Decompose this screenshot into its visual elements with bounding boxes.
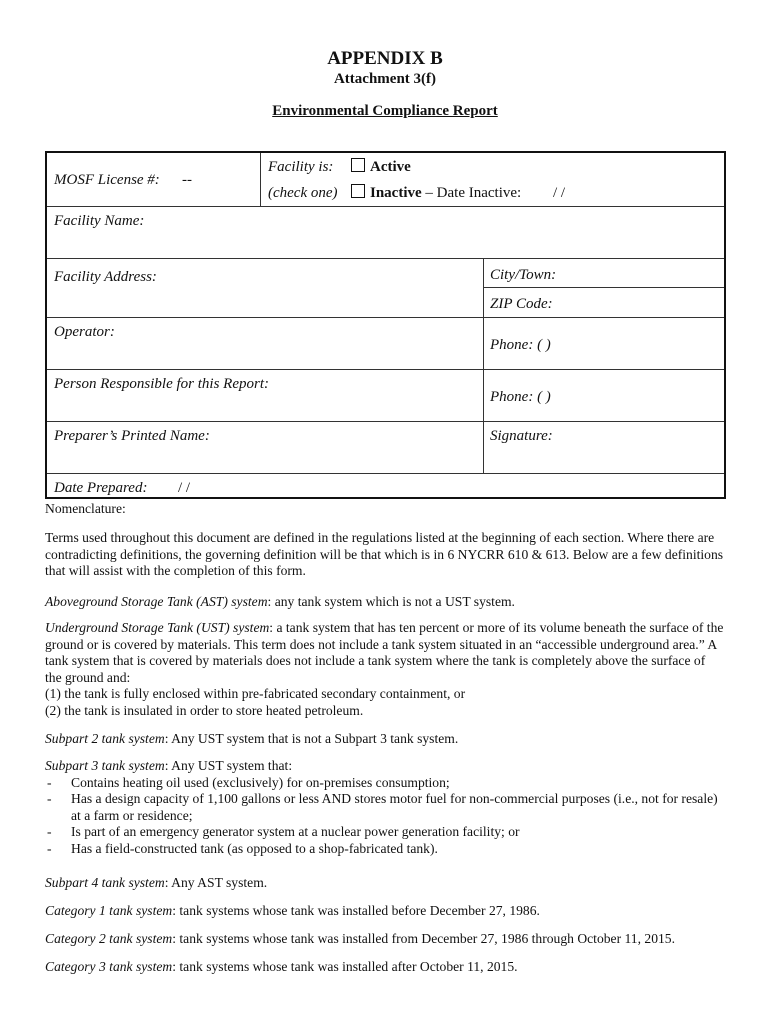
bullet-dash: - [47,791,52,807]
category1-term: Category 1 tank system [45,903,173,918]
subpart3-item: - Is part of an emergency generator system at a nuclear power generation facility; or [47,824,520,840]
subpart4-def: : Any AST system. [164,875,268,890]
bullet-dash: - [47,774,52,790]
date-inactive-label: – Date Inactive: [425,185,522,201]
ust-def: : a tank system that has ten percent or more of its volume beneath the surface of the ground or is covered by materials. This term does not include a tank system situated in an “accessible underground area.” A tank system that is covered by materials does not include a tank system where the tank is completely above the surface of the ground and: [45,620,724,685]
column-divider [260,153,261,206]
row-divider [483,287,724,288]
ust-item: (1) the tank is fully enclosed within pre-fabricated secondary containment, or [45,686,466,702]
row-divider [47,421,724,422]
ust-term: Underground Storage Tank (UST) system [45,620,270,635]
person-phone-label: Phone: ( ) [490,389,551,405]
row-divider [47,206,724,207]
facility-is-label: Facility is: [268,159,334,175]
check-one-label: (check one) [268,185,338,201]
facility-name-label: Facility Name: [54,213,145,229]
category3-definition [45,959,725,976]
inactive-label: Inactive [370,185,422,201]
ust-definition [45,620,725,720]
nomenclature-heading: Nomenclature: [45,501,126,516]
inactive-checkbox[interactable] [351,184,365,198]
date-prepared-label: Date Prepared: [54,480,148,496]
ast-definition [45,594,725,611]
category1-def: : tank systems whose tank was installed before December 27, 1986. [172,903,540,918]
attachment-subtitle: Attachment 3(f) [333,71,437,87]
active-label: Active [370,159,411,175]
bullet-dash: - [47,824,52,840]
mosf-license-label: MOSF License #: [54,172,160,188]
subpart3-definition [45,758,725,858]
category3-def: : tank systems whose tank was installed after October 11, 2015. [172,959,518,974]
row-divider [47,317,724,318]
column-divider [483,258,484,473]
active-option[interactable] [351,158,411,176]
city-town-label: City/Town: [490,267,557,283]
category2-def: : tank systems whose tank was installed from December 27, 1986 through October 11, 2015. [172,931,675,946]
subpart3-item: - Has a field-constructed tank (as opposed to a shop-fabricated tank). [47,840,438,856]
intro-paragraph: Terms used throughout this document are defined in the regulations listed at the beginning of each section. Where there are contradicting definitions, the governing definition will be that which is in 6 NYCRR 610 & 613. Below are a few definitions that will assist with the completion of this form. [45,530,724,579]
signature-label: Signature: [490,428,553,444]
subpart3-term: Subpart 3 tank system [45,758,165,773]
report-title: Environmental Compliance Report [272,103,498,119]
category2-definition [45,931,725,948]
category2-term: Category 2 tank system [45,931,173,946]
operator-phone-label: Phone: ( ) [490,337,551,353]
row-divider [47,258,724,259]
bullet-dash: - [47,840,52,856]
facility-form [45,151,726,499]
row-divider [47,473,724,474]
facility-address-label: Facility Address: [54,269,157,285]
zip-code-label: ZIP Code: [490,296,553,312]
appendix-title: APPENDIX B [327,48,443,69]
active-checkbox[interactable] [351,158,365,172]
category3-term: Category 3 tank system [45,959,173,974]
subpart4-term: Subpart 4 tank system [45,875,165,890]
ast-def: : any tank system which is not a UST system. [267,594,515,609]
operator-label: Operator: [54,324,115,340]
nomenclature-intro [45,530,725,580]
person-responsible-label: Person Responsible for this Report: [54,376,269,392]
subpart2-term: Subpart 2 tank system [45,731,165,746]
subpart3-item: - Has a design capacity of 1,100 gallons or less AND stores motor fuel for non-commercial purposes (i.e., not for resale) at a farm or residence; [47,791,718,823]
mosf-license-value[interactable]: -- [182,172,192,188]
inactive-option[interactable] [351,184,521,202]
date-prepared-field[interactable]: / / [178,480,191,496]
subpart3-def: : Any UST system that: [164,758,293,773]
subpart4-definition [45,875,725,892]
preparer-name-label: Preparer’s Printed Name: [54,428,210,444]
date-inactive-field[interactable]: / / [553,185,566,201]
subpart2-def: : Any UST system that is not a Subpart 3 tank system. [164,731,459,746]
row-divider [47,369,724,370]
ust-item: (2) the tank is insulated in order to store heated petroleum. [45,702,364,718]
subpart2-definition [45,731,725,748]
ast-term: Aboveground Storage Tank (AST) system [45,594,268,609]
category1-definition [45,903,725,920]
subpart3-item: - Contains heating oil used (exclusively) for on-premises consumption; [47,774,450,790]
